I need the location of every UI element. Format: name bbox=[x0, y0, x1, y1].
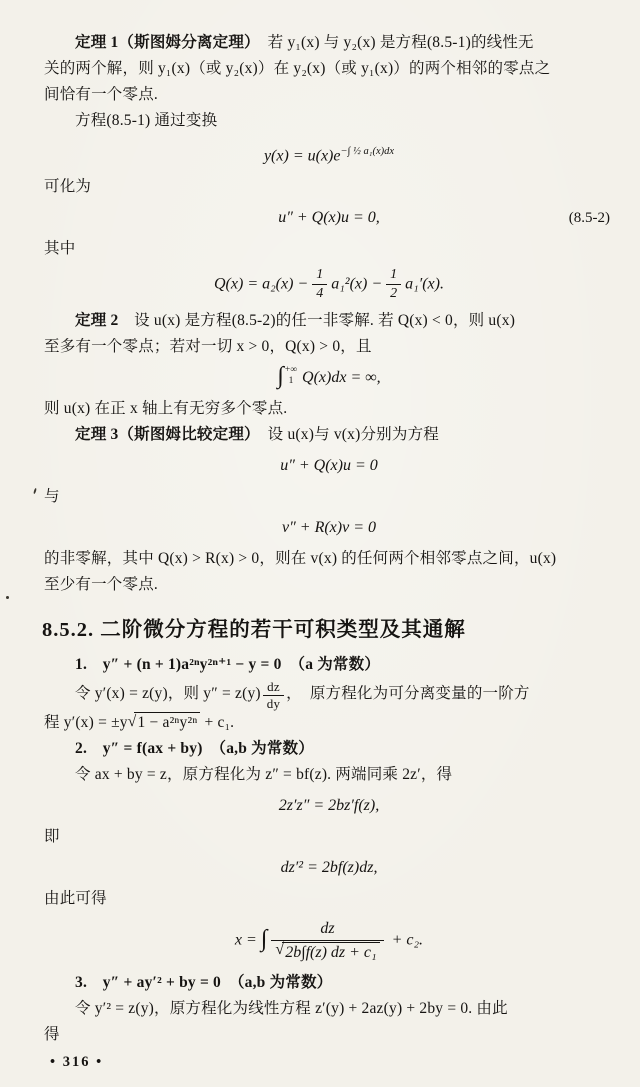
equation-transform bbox=[44, 139, 614, 169]
item3-continuation: 得 bbox=[44, 1026, 60, 1044]
theorem3-line1-text: 设 u(x)与 v(x)分别为方程 bbox=[251, 425, 439, 443]
equation-integral-body: Q(x)dx = ∞, bbox=[302, 368, 381, 386]
fraction-dz-dy-numerator: dz bbox=[263, 680, 284, 697]
item1-substitution-pre: 令 y′(x) = z(y)，则 y″ = z(y) bbox=[75, 684, 261, 702]
integral-limits bbox=[285, 365, 297, 387]
theorem3-conjunction: 与 bbox=[44, 487, 60, 505]
transform-intro: 方程(8.5-1) 通过变换 bbox=[75, 112, 218, 129]
equation-852-body: u″ + Q(x)u = 0, bbox=[278, 209, 380, 227]
equation-x-tail: + c₂. bbox=[387, 931, 424, 949]
theorem2-title: 定理 2 bbox=[75, 311, 119, 329]
item2-substitution-line: 令 ax + by = z，原方程化为 z″ = bf(z). 两端同乘 2z′，得 bbox=[75, 766, 453, 784]
equation-852 bbox=[44, 205, 614, 231]
scan-artifact-dot bbox=[6, 596, 9, 599]
theorem1-title: 定理 1（斯图姆分离定理） bbox=[75, 34, 252, 51]
item3-substitution-line: 令 y′² = z(y)，原方程化为线性方程 z′(y) + 2az(y) + 2by = 0. 由此 bbox=[75, 1000, 508, 1018]
equation-2zz: 2z′z″ = 2bz′f(z), bbox=[278, 797, 380, 815]
equation-x-lhs: x = bbox=[234, 931, 261, 949]
equation-q-pre: Q(x) = a₂(x) − bbox=[214, 275, 309, 293]
equation-v: v″ + R(x)v = 0 bbox=[282, 518, 376, 536]
theorem3-line1 bbox=[44, 422, 614, 448]
item1-radicand: 1 − a²ⁿy²ⁿ bbox=[134, 712, 200, 731]
item1-result-pre: 程 y′(x) = ±y bbox=[44, 714, 128, 732]
outer-integral-sign: ∫ bbox=[260, 926, 268, 953]
item1-result-post: + c₁. bbox=[200, 714, 235, 732]
theorem2-line3: 则 u(x) 在正 x 轴上有无穷多个零点. bbox=[44, 399, 288, 417]
equation-q-mid: a₁²(x) − bbox=[331, 275, 383, 293]
integral-sign: ∫ bbox=[277, 362, 284, 389]
equation-u: u″ + Q(x)u = 0 bbox=[280, 456, 378, 474]
denominator-radical-sign: √ bbox=[275, 940, 285, 958]
fraction-one-half-numerator: 1 bbox=[386, 267, 401, 285]
page-number: • 316 • bbox=[50, 1054, 104, 1071]
theorem1-line2: 关的两个解，则 y₁(x)（或 y₂(x)）在 y₂(x)（或 y₁(x)）的两个相邻的零点之 bbox=[44, 60, 551, 77]
equation-q-post: a₁′(x). bbox=[405, 275, 444, 293]
equation-transform-exponent: −∫ ½ a₁(x)dx bbox=[340, 146, 395, 157]
theorem1-line1-text: 若 y₁(x) 与 y₂(x) 是方程(8.5-1)的线性无 bbox=[251, 34, 534, 51]
scan-artifact-mark bbox=[33, 488, 37, 494]
fraction-dz-dy-denominator: dy bbox=[266, 696, 281, 712]
denominator-radicand: 2b∫f(z) dz + c₁ bbox=[282, 942, 379, 962]
item1-equation-line: 1. y″ + (n + 1)a²ⁿy²ⁿ⁺¹ − y = 0 （a 为常数） bbox=[75, 655, 381, 673]
equation-q-definition bbox=[44, 267, 614, 302]
fraction-x-numerator: dz bbox=[271, 920, 383, 940]
item3-equation-line: 3. y″ + ay′² + by = 0 （a,b 为常数） bbox=[75, 974, 333, 992]
integral-lower-limit: 1 bbox=[288, 375, 294, 386]
item2-equation-line: 2. y″ = f(ax + by) （a,b 为常数） bbox=[75, 740, 314, 758]
item2-then2: 由此可得 bbox=[44, 890, 107, 908]
integral-upper-limit: +∞ bbox=[284, 364, 298, 375]
fraction-one-fourth-denominator: 4 bbox=[316, 286, 324, 302]
equation-transform-base: y(x) = u(x)e bbox=[263, 147, 341, 165]
theorem3-title: 定理 3（斯图姆比较定理） bbox=[75, 425, 252, 443]
theorem2-line2: 至多有一个零点；若对一切 x > 0，Q(x) > 0，且 bbox=[44, 337, 372, 355]
equation-852-number: (8.5-2) bbox=[568, 210, 610, 227]
theorem2-line1 bbox=[44, 308, 614, 334]
theorem1-line3: 间恰有一个零点. bbox=[44, 86, 158, 103]
theorem1-line1 bbox=[44, 30, 614, 56]
theorem2-line1-text: 设 u(x) 是方程(8.5-2)的任一非零解. 若 Q(x) < 0，则 u(x) bbox=[118, 311, 516, 329]
equation-integral-condition bbox=[44, 362, 614, 391]
fraction-dz-dy bbox=[263, 680, 284, 713]
equation-x-solution bbox=[44, 920, 614, 962]
item1-substitution-post: ， 原方程化为可分离变量的一阶方 bbox=[286, 684, 530, 702]
section-heading: 8.5.2. 二阶微分方程的若干可积类型及其通解 bbox=[42, 618, 466, 641]
radical-sign: √ bbox=[127, 713, 137, 731]
item1-substitution-line bbox=[44, 678, 614, 711]
theorem3-line3: 至少有一个零点. bbox=[44, 575, 158, 593]
item2-then1: 即 bbox=[44, 828, 60, 846]
fraction-x-denominator bbox=[271, 941, 383, 962]
item1-result-line bbox=[44, 710, 614, 736]
fraction-one-fourth bbox=[312, 267, 327, 302]
transform-then: 可化为 bbox=[44, 178, 92, 196]
fraction-one-fourth-numerator: 1 bbox=[312, 267, 327, 285]
fraction-one-half bbox=[386, 267, 401, 302]
transform-where: 其中 bbox=[44, 240, 76, 258]
fraction-one-half-denominator: 2 bbox=[390, 286, 398, 302]
fraction-dz-over-sqrt bbox=[271, 920, 383, 962]
theorem3-line2: 的非零解，其中 Q(x) > R(x) > 0，则在 v(x) 的任何两个相邻零点之间，u(x) bbox=[44, 549, 557, 567]
equation-dz: dz′² = 2bf(z)dz, bbox=[280, 859, 378, 877]
